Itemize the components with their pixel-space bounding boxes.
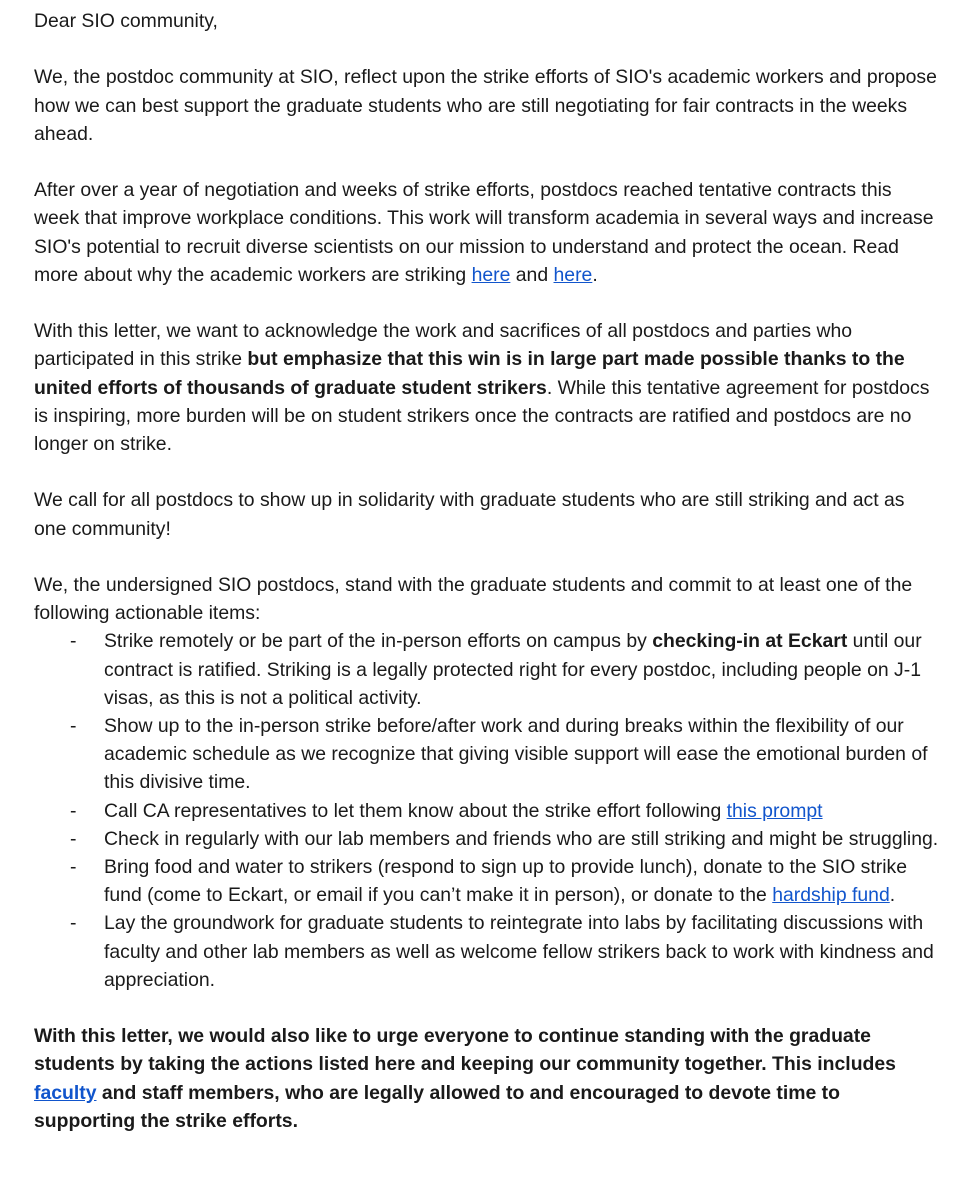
intro-paragraph: We, the postdoc community at SIO, reflect upon the strike efforts of SIO's academic workers and propose how we can best support the graduate students who are still negotiating for fair contracts in the weeks ahead.: [34, 66, 937, 145]
list-item: - Check in regularly with our lab members and friends who are still striking and might be struggling.: [34, 825, 942, 853]
closing-paragraph: [34, 1022, 942, 1135]
faculty-link[interactable]: faculty: [34, 1081, 97, 1104]
list-item: - Lay the groundwork for graduate students to reintegrate into labs by facilitating discussions with faculty and other lab members as well as welcome fellow strikers back to work with kindness and appreciation.: [34, 909, 942, 994]
here-link-2[interactable]: here: [553, 263, 593, 286]
list-item: [34, 797, 942, 825]
salutation: Dear SIO community,: [34, 10, 218, 32]
list-item: [34, 853, 942, 909]
here-link-1[interactable]: here: [471, 263, 511, 286]
hardship-fund-link[interactable]: hardship fund: [772, 884, 890, 907]
actionable-items-list: [34, 627, 942, 994]
list-item: - Show up to the in-person strike before/after work and during breaks within the flexibility of our academic schedule as we recognize that giving visible support will ease the emotional burden of this divisive time.: [34, 712, 942, 797]
closing-text: With this letter, we would also like to urge everyone to continue standing with the graduate students by taking the actions listed here and keeping our community together. This includes: [34, 1025, 896, 1076]
acknowledgement-text-end: . While this tentative agreement for postdocs is inspiring, more burden will be on student strikers once the contracts are ratified and postdocs are no longer on strike.: [34, 376, 930, 455]
context-text: After over a year of negotiation and weeks of strike efforts, postdocs reached tentative contracts this week that improve workplace conditions. This work will transform academia in several ways and increase SIO's potential to recruit diverse scientists on our mission to understand and protect the ocean. Read more about why the academic workers are striking: [34, 179, 934, 286]
acknowledgement-paragraph: [34, 317, 942, 458]
period-text: .: [592, 263, 598, 286]
closing-text-end: and staff members, who are legally allowed to and encouraged to devote time to supporting the strike efforts.: [34, 1081, 840, 1132]
item-text-end: .: [889, 884, 896, 907]
commitment-intro: We, the undersigned SIO postdocs, stand with the graduate students and commit to at least one of the following actionable items:: [34, 573, 913, 625]
context-paragraph: [34, 176, 942, 289]
acknowledgement-text: With this letter, we want to acknowledge the work and sacrifices of all postdocs and parties who participated in this strike: [34, 320, 853, 371]
item-text: Call CA representatives to let them know about the strike effort following: [104, 799, 727, 822]
item-text: Strike remotely or be part of the in-person efforts on campus by: [104, 630, 653, 653]
item-emphasis: checking-in at Eckart: [652, 630, 848, 653]
list-item: [34, 627, 942, 712]
call-to-action-paragraph: We call for all postdocs to show up in solidarity with graduate students who are still striking and act as one community!: [34, 489, 905, 540]
item-text-end: until our contract is ratified. Striking is a legally protected right for every postdoc, including people on J-1 visas, as this is not a political activity.: [104, 630, 922, 709]
item-text: Bring food and water to strikers (respond to sign up to provide lunch), donate to the SIO strike fund (come to Eckart, or email if you can’t make it in person), or donate to the: [104, 856, 907, 907]
this-prompt-link[interactable]: this prompt: [726, 799, 823, 822]
acknowledgement-emphasis: but emphasize that this win is in large part made possible thanks to the united efforts of thousands of graduate student strikers: [34, 348, 905, 399]
conjunction-text: and: [510, 263, 554, 286]
